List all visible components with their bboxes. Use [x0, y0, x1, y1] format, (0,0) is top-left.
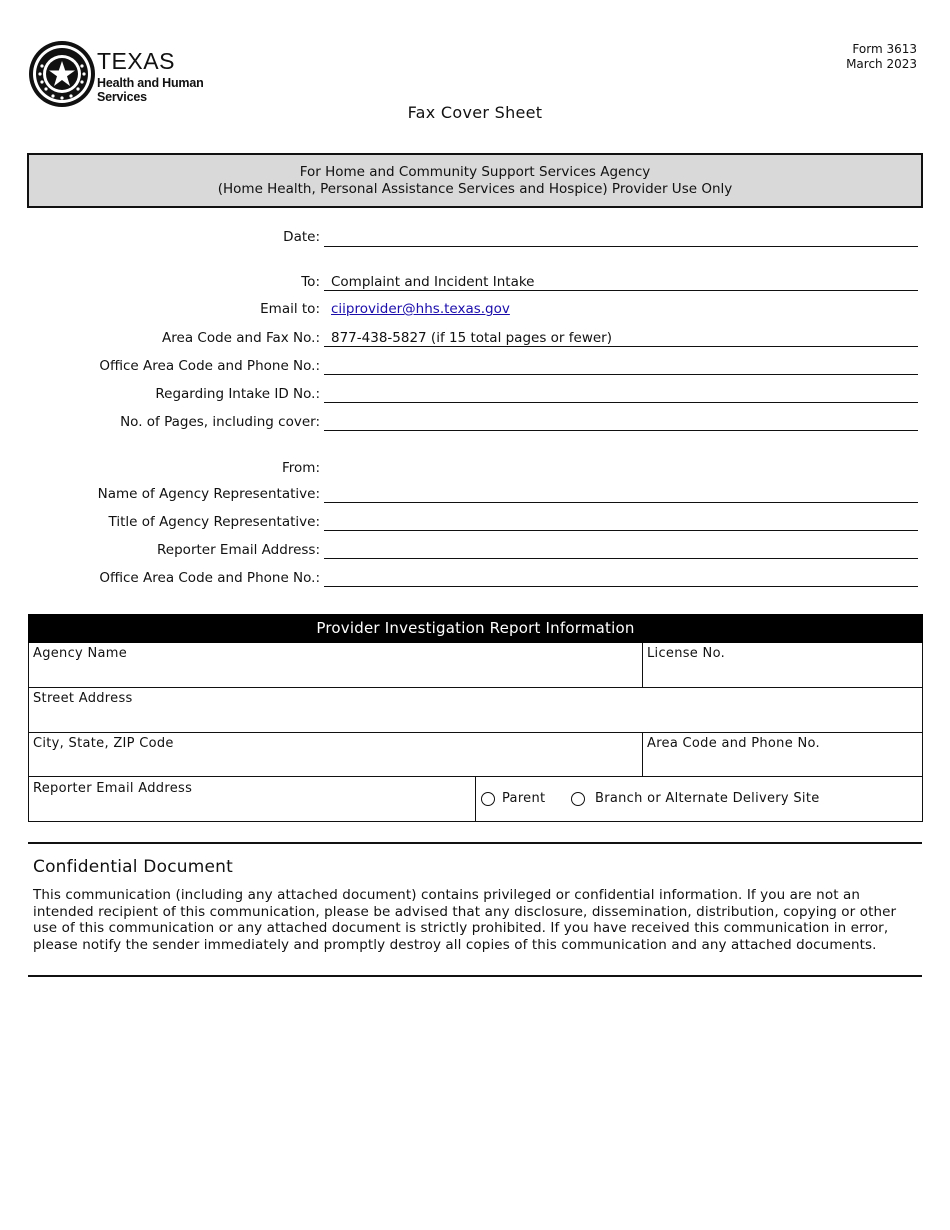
logo-title: TEXAS — [97, 48, 175, 74]
logo-wordmark — [97, 50, 204, 104]
banner-line-2: (Home Health, Personal Assistance Services and Hospice) Provider Use Only — [217, 180, 733, 197]
office-phone-label: Office Area Code and Phone No.: — [99, 358, 320, 374]
col-divider — [642, 732, 643, 776]
fax-field[interactable]: 877-438-5827 (if 15 total pages or fewer) — [324, 329, 918, 347]
page-title: Fax Cover Sheet — [407, 103, 543, 122]
row-divider — [29, 687, 922, 688]
confidential-title: Confidential Document — [33, 857, 233, 877]
reporter-email-label: Reporter Email Address: — [157, 542, 320, 558]
divider-bottom — [28, 975, 922, 977]
date-field[interactable] — [324, 229, 918, 247]
rep-title-field[interactable] — [324, 513, 918, 531]
col-divider — [475, 776, 476, 822]
pages-field[interactable] — [324, 413, 918, 431]
parent-option-label: Parent — [502, 791, 546, 806]
form-date: March 2023 — [846, 57, 917, 71]
email-to-label: Email to: — [260, 301, 320, 317]
divider-top — [28, 842, 922, 844]
reporter-email-cell[interactable]: Reporter Email Address — [33, 781, 193, 796]
office-phone-field[interactable] — [324, 357, 918, 375]
rep-name-label: Name of Agency Representative: — [97, 486, 320, 502]
logo-subtitle-2: Services — [97, 90, 147, 104]
state-seal-icon — [28, 40, 96, 108]
banner-line-1: For Home and Community Support Services Agency — [299, 163, 651, 180]
license-no-cell[interactable]: License No. — [647, 646, 726, 661]
form-info — [846, 42, 917, 72]
report-info-table — [28, 614, 923, 822]
date-label: Date: — [283, 229, 320, 245]
email-to-link[interactable] — [331, 301, 510, 317]
from-phone-label: Office Area Code and Phone No.: — [99, 570, 320, 586]
logo-subtitle-1: Health and Human — [97, 76, 204, 90]
parent-radio[interactable] — [481, 792, 495, 806]
from-phone-field[interactable] — [324, 569, 918, 587]
city-state-zip-cell[interactable]: City, State, ZIP Code — [33, 736, 174, 751]
reporter-email-field[interactable] — [324, 541, 918, 559]
intake-id-label: Regarding Intake ID No.: — [155, 386, 320, 402]
to-field[interactable]: Complaint and Incident Intake — [324, 273, 918, 291]
to-label: To: — [301, 274, 320, 290]
from-label: From: — [282, 460, 320, 476]
area-code-phone-cell[interactable]: Area Code and Phone No. — [647, 736, 820, 751]
form-number: Form 3613 — [852, 42, 917, 56]
rep-title-label: Title of Agency Representative: — [108, 514, 320, 530]
email-link-text[interactable]: ciiprovider@hhs.texas.gov — [331, 301, 510, 317]
col-divider — [642, 643, 643, 687]
fax-label: Area Code and Fax No.: — [162, 330, 320, 346]
report-table-heading: Provider Investigation Report Information — [28, 614, 923, 643]
agency-name-cell[interactable]: Agency Name — [33, 646, 128, 661]
confidential-notice: This communication (including any attached document) contains privileged or confidential information. If you are not an intended recipient of this communication, please be advised that any disclosure, dissemination, distribution, copying or other use of this communication or any attached document is strictly prohibited. If you have received this communication in error, please notify the sender immediately and promptly destroy all copies of this communication and any attached documents. — [33, 887, 897, 954]
row-divider — [29, 732, 922, 733]
pages-label: No. of Pages, including cover: — [120, 414, 320, 430]
street-address-cell[interactable]: Street Address — [33, 691, 133, 706]
rep-name-field[interactable] — [324, 485, 918, 503]
intake-id-field[interactable] — [324, 385, 918, 403]
branch-option-label: Branch or Alternate Delivery Site — [595, 791, 820, 806]
provider-use-banner — [27, 153, 923, 208]
branch-radio[interactable] — [571, 792, 585, 806]
